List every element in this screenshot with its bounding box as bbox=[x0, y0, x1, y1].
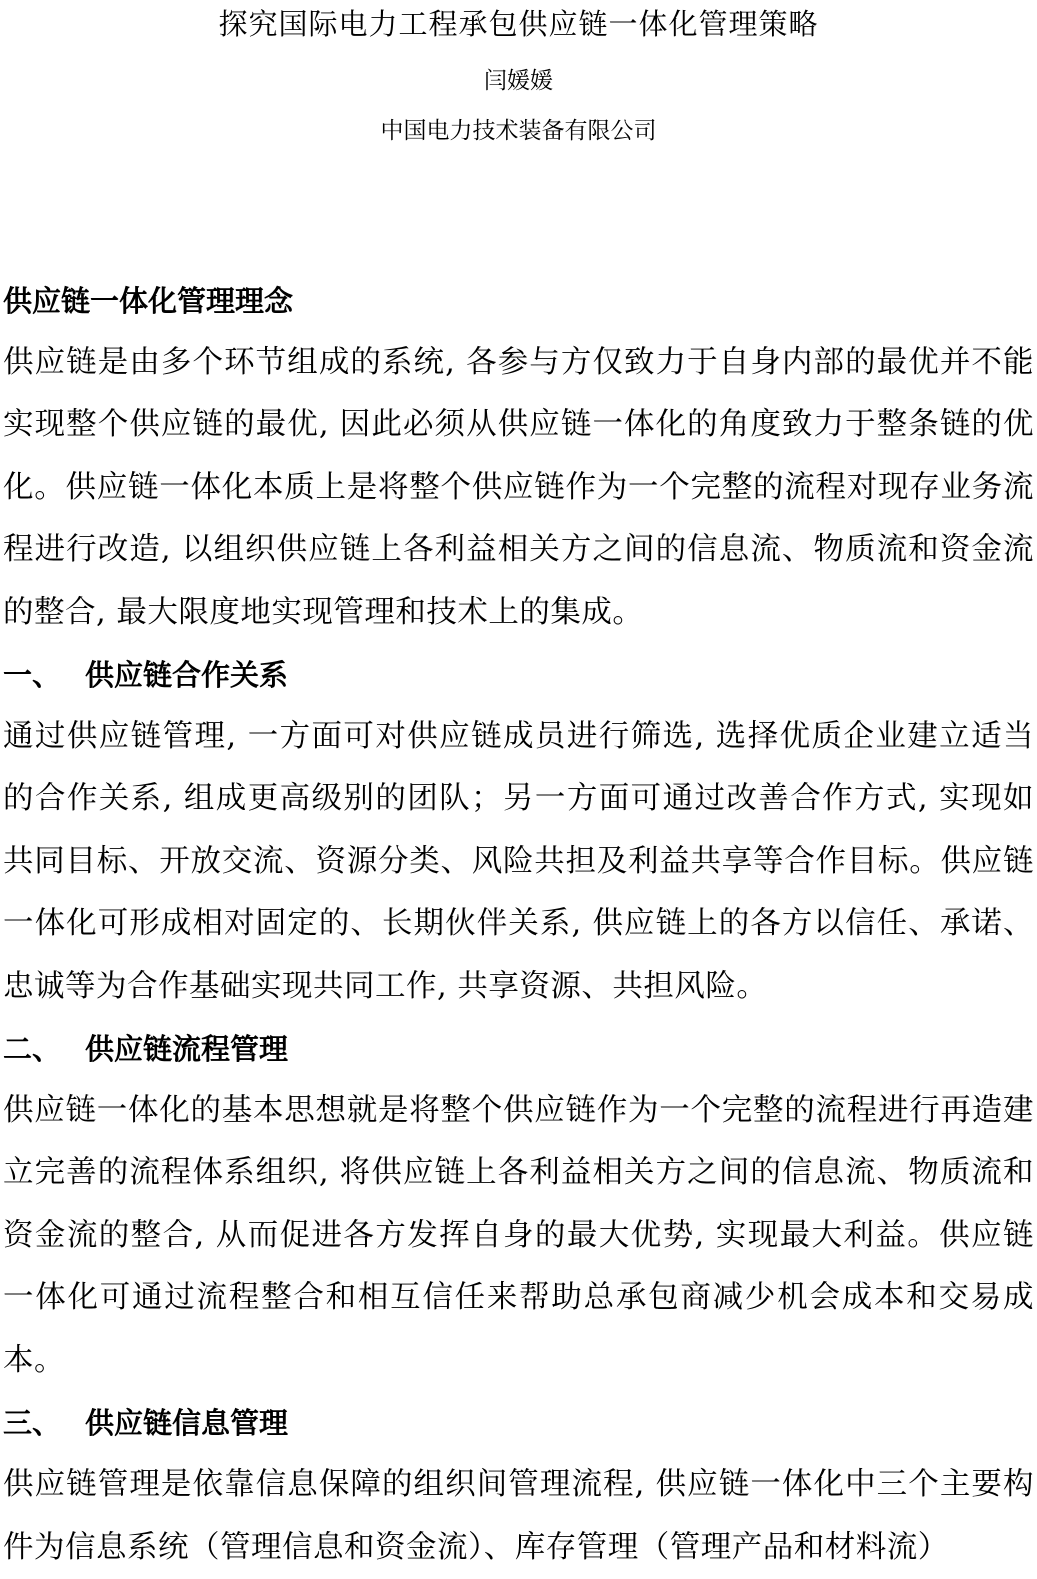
section-process bbox=[3, 1018, 1034, 1392]
section-heading-text: 供应链信息管理 bbox=[85, 1406, 289, 1441]
section-heading-text: 供应链流程管理 bbox=[85, 1032, 289, 1067]
section-heading bbox=[3, 1392, 1034, 1454]
section-heading bbox=[3, 1018, 1034, 1080]
author-affiliation: 中国电力技术装备有限公司 bbox=[380, 118, 657, 144]
paper-title: 探究国际电力工程承包供应链一体化管理策略 bbox=[218, 7, 819, 41]
section-information bbox=[3, 1392, 1034, 1579]
section-paragraph: 通过供应链管理, 一方面可对供应链成员进行筛选, 选择优质企业建立适当的合作关系, 组成更高级别的团队；另一方面可通过改善合作方式, 实现如共同目标、开放交流、资源分类、风险共担及利益共享等合作目标。供应链一体化可形成相对固定的、长期伙伴关系, 供应链上的各方以信任、承诺、忠诚等为合作基础实现共同工作, 共享资源、共担风险。 bbox=[3, 719, 1034, 1004]
section-heading-text: 供应链一体化管理理念 bbox=[3, 284, 294, 318]
section-number: 一、 bbox=[3, 658, 62, 693]
section-paragraph: 供应链一体化的基本思想就是将整个供应链作为一个完整的流程进行再造建立完善的流程体系组织, 将供应链上各利益相关方之间的信息流、物质流和资金流的整合, 从而促进各方发挥自身的最大优势, 实现最大利益。供应链一体化可通过流程整合和相互信任来帮助总承包商减少机会成本和交易成本。 bbox=[3, 1093, 1034, 1378]
section-number: 二、 bbox=[3, 1032, 62, 1067]
section-heading bbox=[3, 270, 1034, 332]
paper-body bbox=[3, 270, 1034, 1579]
section-number: 三、 bbox=[3, 1406, 62, 1441]
section-concept bbox=[3, 270, 1034, 644]
author-name: 闫媛媛 bbox=[484, 68, 553, 94]
section-heading bbox=[3, 644, 1034, 706]
section-cooperation bbox=[3, 644, 1034, 1018]
section-paragraph: 供应链是由多个环节组成的系统, 各参与方仅致力于自身内部的最优并不能实现整个供应链的最优, 因此必须从供应链一体化的角度致力于整条链的优化。供应链一体化本质上是将整个供应链作为一个完整的流程对现存业务流程进行改造, 以组织供应链上各利益相关方之间的信息流、物质流和资金流的整合, 最大限度地实现管理和技术上的集成。 bbox=[3, 345, 1034, 630]
section-heading-text: 供应链合作关系 bbox=[85, 658, 289, 693]
section-paragraph: 供应链管理是依靠信息保障的组织间管理流程, 供应链一体化中三个主要构件为信息系统（管理信息和资金流）、库存管理（管理产品和材料流） bbox=[3, 1467, 1034, 1565]
